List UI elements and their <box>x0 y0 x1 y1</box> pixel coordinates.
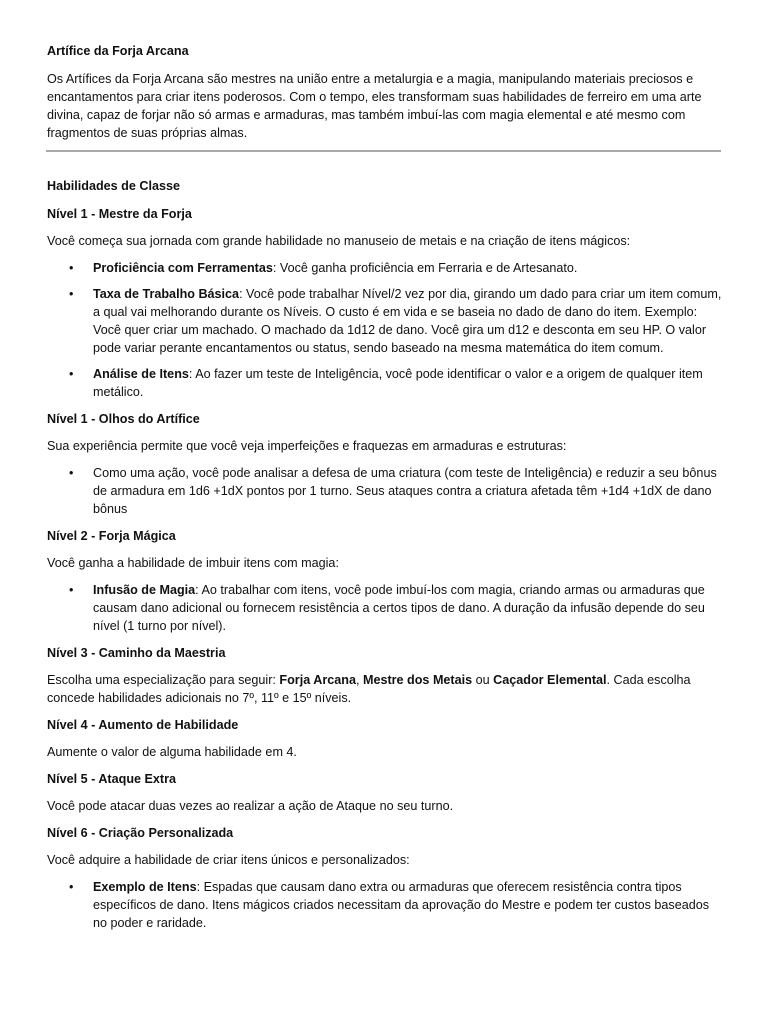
ability-text: : Você ganha proficiência em Ferraria e de Artesanato. <box>272 261 578 275</box>
level-heading: Nível 1 - Olhos do Artífice <box>47 412 200 426</box>
ability-list <box>47 878 723 932</box>
ability-list <box>47 581 723 635</box>
list-item <box>47 464 723 518</box>
ability-text: : Ao fazer um teste de Inteligência, você pode identificar o valor e a origem de qualquer item metálico. <box>93 367 703 399</box>
ability-name: Taxa de Trabalho Básica <box>93 287 240 301</box>
ability-text: Como uma ação, você pode analisar a defesa de uma criatura (com teste de Inteligência) e reduzir a seu bônus de armadura em 1d6 +1dX pontos por 1 turno. Seus ataques contra a criatura afetada têm +1d4 +1dX de dano bônus <box>93 466 717 516</box>
specialization-forja-arcana: Forja Arcana <box>279 673 356 687</box>
list-item <box>47 285 723 357</box>
list-item <box>47 581 723 635</box>
level-description: Sua experiência permite que você veja imperfeições e fraquezas em armaduras e estruturas: <box>47 439 567 453</box>
intro-paragraph: Os Artífices da Forja Arcana são mestres na união entre a metalurgia e a magia, manipulando materiais preciosos e encantamentos para criar itens poderosos. Com o tempo, eles transformam suas habilidades de ferreiro em uma arte divina, capaz de forjar não só armas e armaduras, mas também imbuí-las com magia elemental e até mesmo com fragmentos de suas próprias almas. <box>47 72 702 140</box>
bullet-icon: • <box>69 880 74 894</box>
bullet-icon: • <box>69 367 74 381</box>
level-description: Escolha uma especialização para seguir: Forja Arcana, Mestre dos Metais ou Caçador Elemental. Cada escolha concede habilidades adicionais no 7º, 11º e 15º níveis. <box>47 673 691 705</box>
specialization-mestre-dos-metais: Mestre dos Metais <box>362 673 473 687</box>
list-item <box>47 878 723 932</box>
level-heading: Nível 3 - Caminho da Maestria <box>47 646 226 660</box>
level-description: Você começa sua jornada com grande habilidade no manuseio de metais e na criação de itens mágicos: <box>47 234 631 248</box>
level-heading: Nível 1 - Mestre da Forja <box>47 207 192 221</box>
ability-text: : Espadas que causam dano extra ou armaduras que oferecem resistência contra tipos específicos de dano. Itens mágicos criados necessitam da aprovação do Mestre e podem ter custos baseados no poder e raridade. <box>93 880 710 930</box>
document-title: Artífice da Forja Arcana <box>47 44 189 58</box>
section-title: Habilidades de Classe <box>47 179 180 193</box>
level-heading: Nível 4 - Aumento de Habilidade <box>47 718 239 732</box>
level-description: Você pode atacar duas vezes ao realizar a ação de Ataque no seu turno. <box>47 799 454 813</box>
list-item <box>47 259 723 277</box>
level-heading: Nível 5 - Ataque Extra <box>47 772 177 786</box>
ability-name: Exemplo de Itens <box>93 880 197 894</box>
list-item <box>47 365 723 401</box>
bullet-icon: • <box>69 261 74 275</box>
level-heading: Nível 6 - Criação Personalizada <box>47 826 234 840</box>
level-description: Você ganha a habilidade de imbuir itens com magia: <box>47 556 339 570</box>
ability-text: : Você pode trabalhar Nível/2 vez por dia, girando um dado para criar um item comum, a qual vai melhorando durante os Níveis. O custo é em vida e se baseia no dado de dano do item. Exemplo: Você quer criar um machado. O machado da 1d12 de dano. Você gira um d12 e desconta em seu HP. O valor pode variar perante encantamentos ou status, sendo baseado na mesma matemática do item comum. <box>93 287 722 355</box>
level-description: Você adquire a habilidade de criar itens únicos e personalizados: <box>47 853 410 867</box>
ability-list <box>47 259 723 401</box>
ability-name: Infusão de Magia <box>93 583 196 597</box>
bullet-icon: • <box>69 466 74 480</box>
level-description: Aumente o valor de alguma habilidade em 4. <box>47 745 297 759</box>
horizontal-divider <box>46 150 721 152</box>
level-heading: Nível 2 - Forja Mágica <box>47 529 176 543</box>
bullet-icon: • <box>69 583 74 597</box>
ability-name: Proficiência com Ferramentas <box>93 261 273 275</box>
document-page <box>47 42 723 941</box>
ability-name: Análise de Itens <box>93 367 189 381</box>
bullet-icon: • <box>69 287 74 301</box>
specialization-cacador-elemental: Caçador Elemental <box>493 673 607 687</box>
ability-list <box>47 464 723 518</box>
ability-text: : Ao trabalhar com itens, você pode imbuí-los com magia, criando armas ou armaduras que causam dano adicional ou fornecem resistência a certos tipos de dano. A duração da infusão depende do seu nível (1 turno por nível). <box>93 583 705 633</box>
